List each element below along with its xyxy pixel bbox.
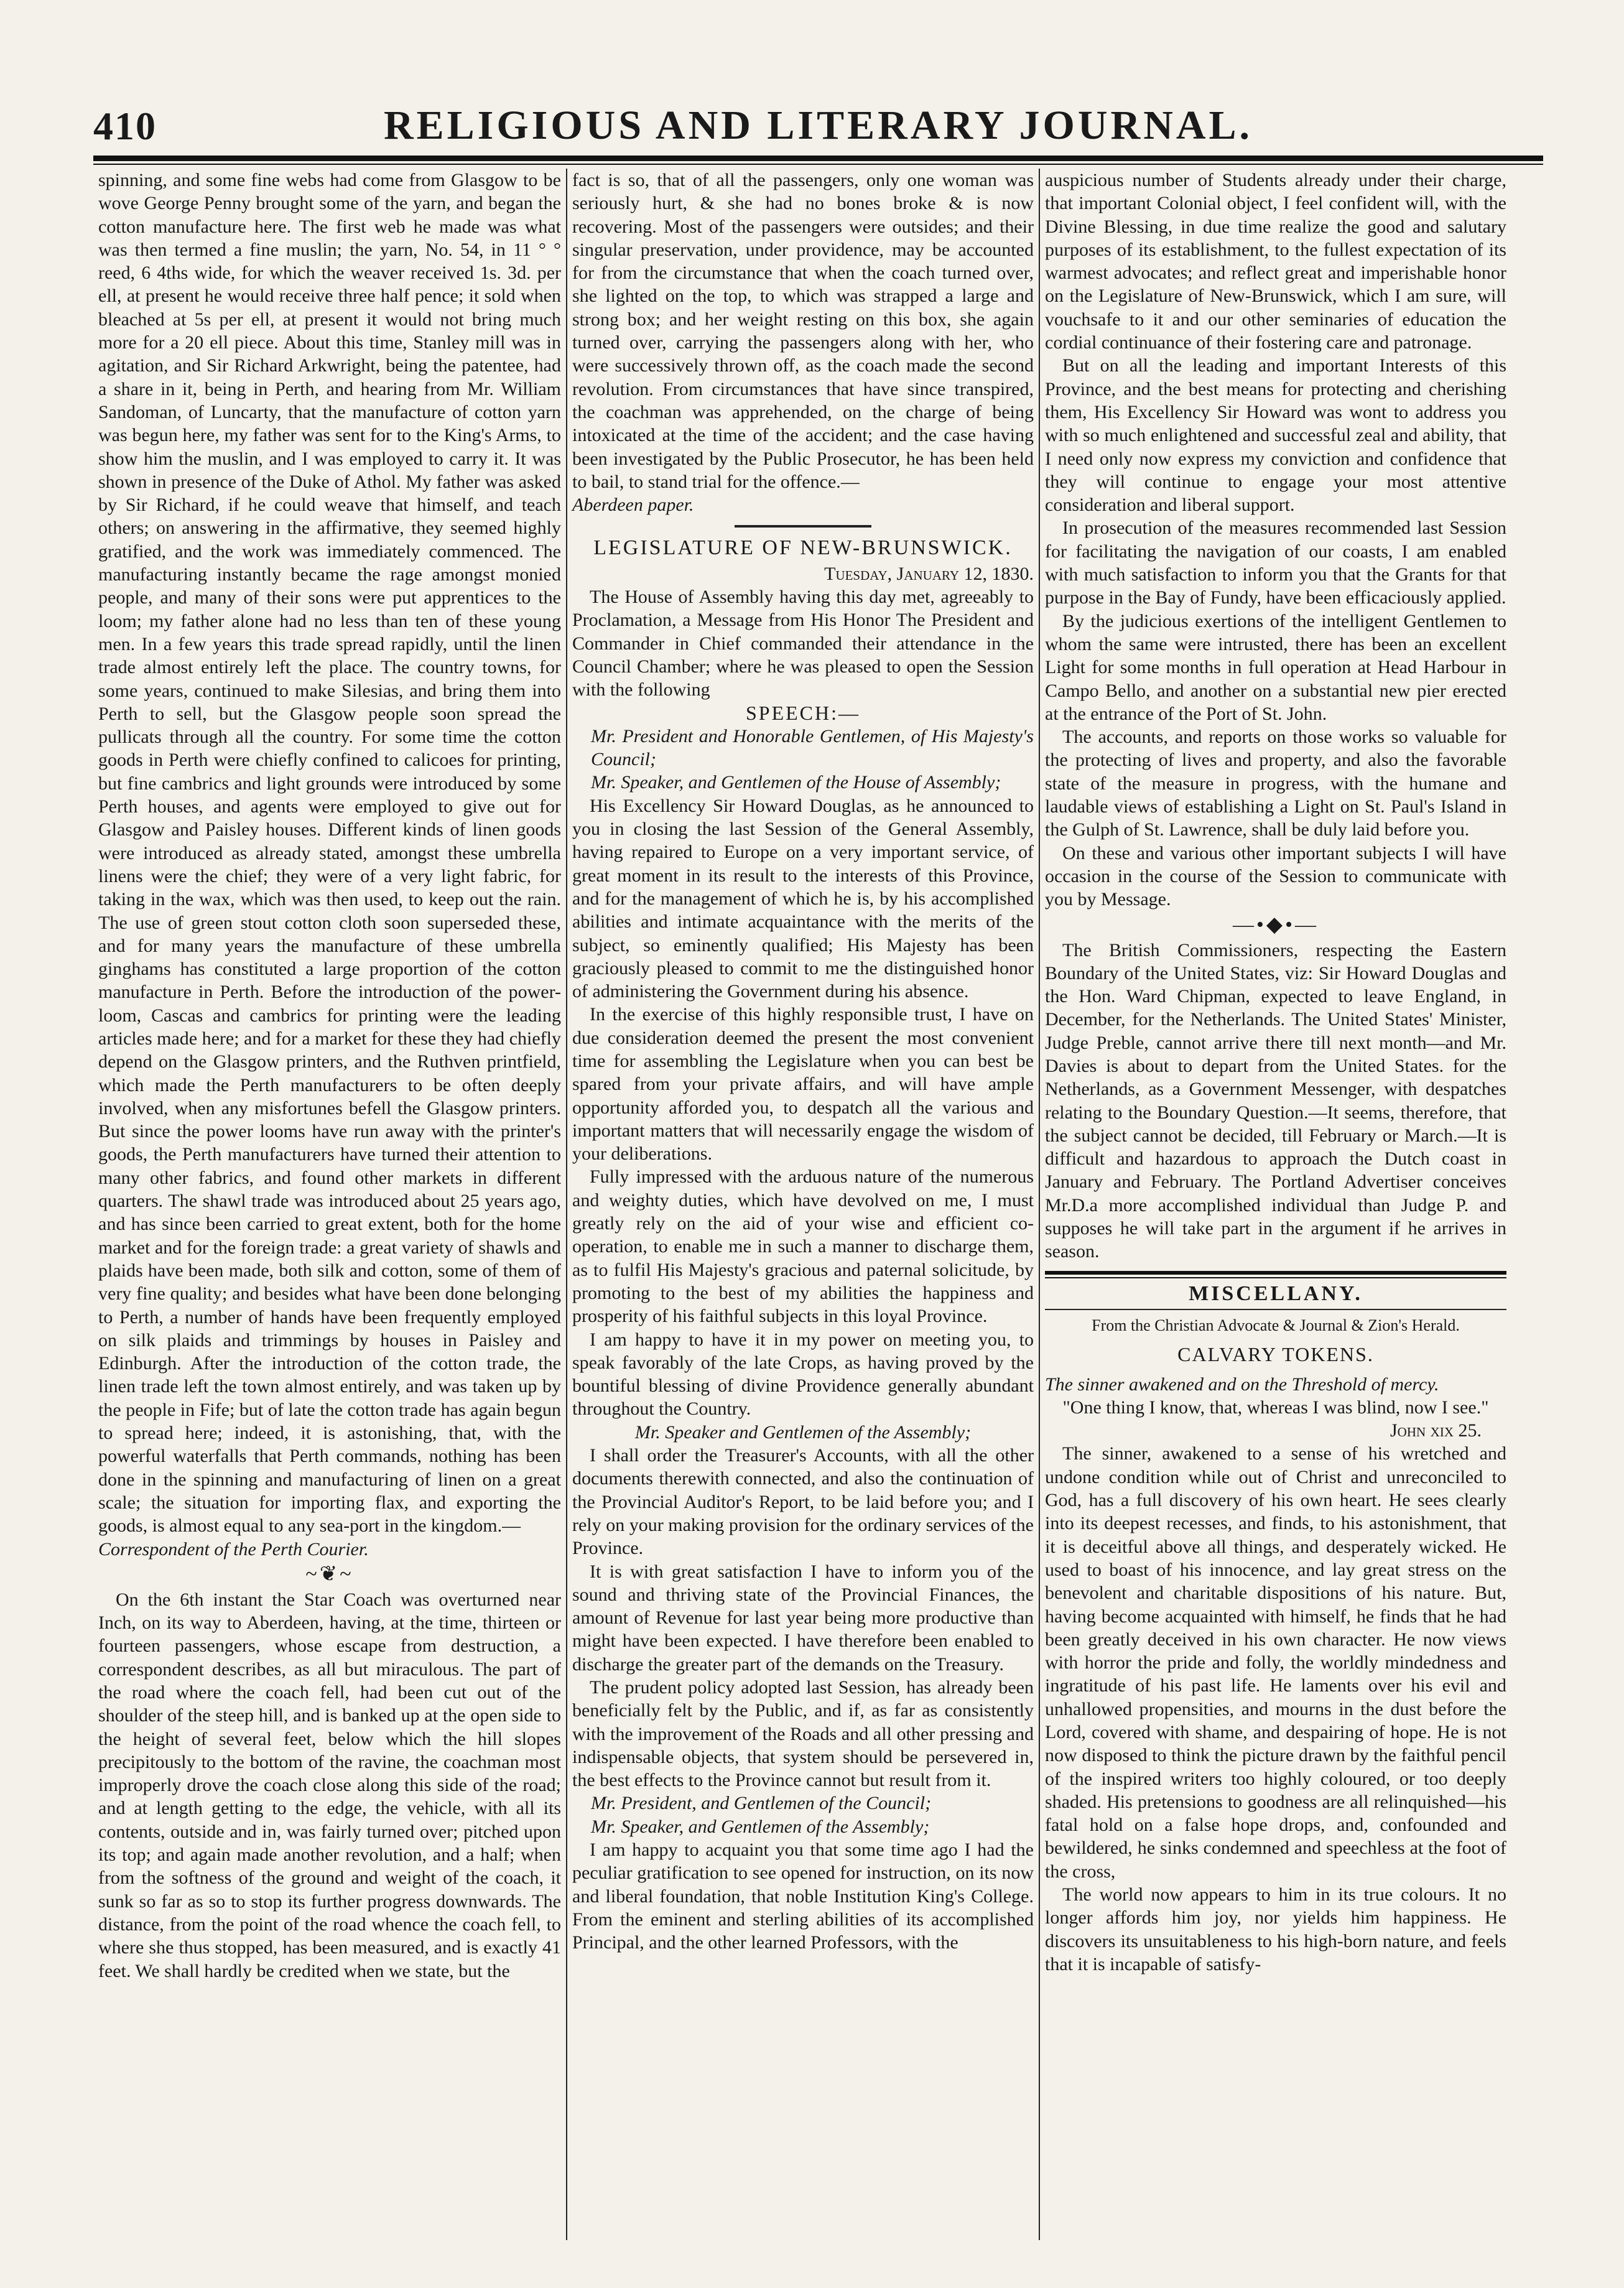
address-council: Mr. President and Honorable Gentlemen, of His Majesty's Council; xyxy=(591,725,1034,770)
sinner-paragraph-1: The sinner, awakened to a sense of his wretched and undone condition while out of Christ and unreconciled to God, has a full discovery of his own heart. He sees clearly into its deepest recesses, and finds, to his astonishment, that it is deceitful above all things, and desperately wicked. He used to boast of his innocence, and lay great stress on the benevolent and charitable dispositions of his nature. But, having become acquainted with himself, he finds that he had been greatly deceived in his own character. He now views with horror the pride and folly, the worldly mindedness and ingratitude of his past life. He laments over his evil and unhallowed propensities, and mourns in the dust before the Lord, covered with shame, and despairing of hope. He is not now disposed to think the picture drawn by the faithful pencil of the inspired writers too highly coloured, or too deeply shaded. His pretensions to goodness are all relinquished—his fatal hold on a false hope drops, and, confounded and bewildered, he sinks condemned and speechless at the foot of the cross, xyxy=(1045,1443,1506,1882)
speech-paragraph-8: I am happy to acquaint you that some time ago I had the peculiar gratification to see opened for instruction, on its now and liberal foundation, that noble Institution King's College. From the eminent and sterling abilities of its accomplished Principal, and the other learned Professors, with the xyxy=(572,1839,1034,1953)
column-3 xyxy=(1039,169,1511,2240)
column-2 xyxy=(566,169,1039,2240)
address-assembly-2: Mr. Speaker, and Gentlemen of the Assembly; xyxy=(591,1816,930,1837)
coach-continuation-paragraph: fact is so, that of all the passengers, only one woman was seriously hurt, & she had no bones broke & is now recovering. Most of the passengers were outsides; and their singular preservation, under providence, may be accounted for from the circumstance that when the coach turned over, she lighted on the top, to which was strapped a large and strong box; and her weight resting on this box, she again turned over, carrying the passengers along with her, who were successively thrown off, as the coach made the second revolution. From circumstances that have since transpired, the coachman was apprehended, on the charge of being intoxicated at the time of the accident; and the case having been investigated by the Public Prosecutor, he has been held to bail, to stand trial for the offence.— xyxy=(572,170,1034,492)
address-assembly: Mr. Speaker and Gentlemen of the Assembly; xyxy=(634,1421,972,1443)
article-columns xyxy=(93,169,1543,2240)
speech-paragraph-3: Fully impressed with the arduous nature of the numerous and weighty duties, which have devolved on me, I must greatly rely on the aid of your wise and efficient co-operation, to enable me in such a manner to discharge them, as to fulfil His Majesty's gracious and paternal solicitude, by promoting to the best of my abilities the happiness and prosperity of his faithful subjects in this loyal Province. xyxy=(572,1166,1034,1327)
speech-paragraph-6: It is with great satisfaction I have to inform you of the sound and thriving state of the Provincial Finances, the amount of Revenue for last year being more productive than might have been expected. I have therefore been enabled to discharge the greater part of the demands on the Treasury. xyxy=(572,1561,1034,1675)
address-council-2: Mr. President, and Gentlemen of the Council; xyxy=(591,1793,932,1814)
sinner-paragraph-2: The world now appears to him in its true colours. It no longer affords him joy, nor yields him happiness. He discovers its unsuitableness to his high-born nature, and feels that it is incapable of satisfy- xyxy=(1045,1884,1506,1974)
section-ornament-2: —•◆•— xyxy=(1233,913,1319,936)
section-ornament: ~❦~ xyxy=(305,1562,354,1586)
journal-title: RELIGIOUS AND LITERARY JOURNAL. xyxy=(383,103,1253,148)
speech-paragraph-1: His Excellency Sir Howard Douglas, as he announced to you in closing the last Session of the General Assembly, having repaired to Europe on a very important service, of great moment in its result to the interests of this Province, and for the management of which he is, by his accomplished abilities and intimate acquaintance with the merits of the subject, so eminently qualified; His Majesty has been graciously pleased to commit to me the distinguished honor of administering the Government during his absence. xyxy=(572,795,1034,1002)
star-coach-paragraph: On the 6th instant the Star Coach was overturned near Inch, on its way to Aberdeen, having, at the time, thirteen or fourteen passengers, whose escape from destruction, a correspondent describes, as all but miraculous. The part of the road where the coach fell, had been cut out of the shoulder of the steep hill, and is banked up at the open side to the height of several feet, below which the hill slopes precipitously to the bottom of the ravine, the coachman most improperly drove the coach close along this side of the road; and at length getting to the edge, the vehicle, with all its contents, outside and in, was fairly turned over; pitched upon its top; and again made another revolution, and a half; when from the softness of the ground and weight of the coach, it sunk so far as so to stop its further progress downwards. The distance, from the point of the road whence the coach fell, to where she thus stopped, has been measured, and is exactly 41 feet. We shall hardly be credited when we state, but the xyxy=(98,1589,561,1981)
miscellany-heading: MISCELLANY. xyxy=(1189,1281,1363,1305)
assembly-opening-paragraph: The House of Assembly having this day met, agreeably to Proclamation, a Message from His Honor The President and Commander in Chief commanded their attendance in the Council Chamber; where he was pleased to open the Session with the following xyxy=(572,587,1034,700)
legislature-dateline: Tuesday, January 12, 1830. xyxy=(824,563,1034,584)
speech-paragraph-4: I am happy to have it in my power on meeting you, to speak favorably of the late Crops, as having proved by the bountiful blessing of divine Providence generally abundant throughout the Country. xyxy=(572,1329,1034,1420)
speech-continuation-2: But on all the leading and important Interests of this Province, and the best means for protecting and cherishing them, His Excellency Sir Howard was wont to address you with so much enlightened and successful zeal and ability, that I need only now express my conviction and confidence that they will continue to engage your most attentive consideration and liberal support. xyxy=(1045,355,1506,516)
legislature-heading: LEGISLATURE OF NEW-BRUNSWICK. xyxy=(593,536,1013,560)
column-1 xyxy=(93,169,566,2240)
speech-heading: SPEECH:— xyxy=(745,701,861,724)
scripture-citation: John xix 25. xyxy=(1390,1420,1482,1441)
speech-paragraph-5: I shall order the Treasurer's Accounts, with all the other documents therewith connected, and also the continuation of the Provincial Auditor's Report, to be laid before you; and I rely on your making provision for the ordinary services of the Province. xyxy=(572,1445,1034,1559)
cotton-trade-signature: Correspondent of the Perth Courier. xyxy=(98,1538,369,1560)
speech-continuation-4: By the judicious exertions of the intelligent Gentlemen to whom the same were intrusted, there has been an excellent Light for some months in full operation at Head Harbour in Campo Bello, and another on a substantial new pier erected at the entrance of the Port of St. John. xyxy=(1045,610,1506,724)
page-number: 410 xyxy=(93,104,157,148)
section-divider xyxy=(735,525,871,528)
miscellany-rule xyxy=(1045,1271,1506,1278)
page-header xyxy=(93,93,1543,149)
calvary-tokens-heading: CALVARY TOKENS. xyxy=(1177,1343,1374,1366)
header-rule-thin xyxy=(93,164,1543,165)
speech-continuation-5: The accounts, and reports on those works so valuable for the protecting of lives and property, and also the favorable state of the measure in progress, with the humane and laudable views of establishing a Light on St. Paul's Island in the Gulph of St. Lawrence, shall be duly laid before you. xyxy=(1045,727,1506,840)
header-rule-thick xyxy=(93,156,1543,161)
sinner-awakened-title: The sinner awakened and on the Threshold of mercy. xyxy=(1045,1374,1439,1395)
miscellany-source: From the Christian Advocate & Journal & Zion's Herald. xyxy=(1092,1316,1460,1334)
miscellany-thin-rule xyxy=(1045,1309,1506,1310)
boundary-commission-paragraph: The British Commissioners, respecting the Eastern Boundary of the United States, viz: Sir Howard Douglas and the Hon. Ward Chipman, expected to leave England, in December, for the Netherlands. The United States' Minister, Judge Preble, cannot arrive there till next month—and Mr. Davies is about to depart from the United States. for the Netherlands, as a Government Messenger, with despatches relating to the Boundary Question.—It seems, therefore, that the subject cannot be decided, till February or March.—It is difficult and hazardous to approach the Dutch coast in January and February. The Portland Advertiser conceives Mr.D.a more accomplished individual than Judge P. and supposes he will take part in the argument if he arrives in season. xyxy=(1045,939,1506,1262)
speech-paragraph-2: In the exercise of this highly responsible trust, I have on due consideration deemed the present the most convenient time for assembling the Legislature when you can best be spared from your private affairs, and will have ample opportunity afforded you, to despatch all the various and important matters that will necessarily engage the wisdom of your deliberations. xyxy=(572,1004,1034,1165)
speech-continuation-1: auspicious number of Students already under their charge, that important Colonial object, I feel confident will, with the Divine Blessing, in due time realize the good and salutary purposes of its establishment, to the fullest expectation of its warmest advocates; and reflect great and imperishable honor on the Legislature of New-Brunswick, which I am sure, will vouchsafe to it and our other seminaries of education the cordial continuance of their fostering care and patronage. xyxy=(1045,170,1506,353)
speech-paragraph-7: The prudent policy adopted last Session, has already been beneficially felt by the Public, and if, as far as consistently with the improvement of the Roads and all other pressing and indispensable objects, that system should be persevered in, the best effects to the Province cannot but result from it. xyxy=(572,1677,1034,1791)
address-house: Mr. Speaker, and Gentlemen of the House of Assembly; xyxy=(591,772,1001,793)
speech-continuation-6: On these and various other important subjects I will have occasion in the course of the Session to communicate with you by Message. xyxy=(1045,842,1506,910)
speech-continuation-3: In prosecution of the measures recommended last Session for facilitating the navigation of our coasts, I am enabled with much satisfaction to inform you that the Grants for that purpose in the Bay of Fundy, have been efficaciously applied. xyxy=(1045,518,1506,608)
scripture-quote: "One thing I know, that, whereas I was blind, now I see." xyxy=(1062,1397,1489,1418)
cotton-trade-paragraph: spinning, and some fine webs had come from Glasgow to be wove George Penny brought some of the yarn, and began the cotton manufacture here. The first web he made was what was then termed a fine muslin; the yarn, No. 54, in 11 ° ° reed, 6 4ths wide, for which the weaver received 1s. 3d. per ell, at present he would receive three half pence; it sold when bleached at 5s per ell, at present it would not bring much more for a 20 ell piece. About this time, Stanley mill was in agitation, and Sir Richard Arkwright, being the patentee, had a share in it, being in Perth, and hearing from Mr. William Sandoman, of Luncarty, that the manufacture of cotton yarn was begun here, my father was sent for to the King's Arms, to show him the muslin, and I was employed to carry it. It was shown in presence of the Duke of Athol. My father was asked by Sir Richard, if he could weave that himself, and teach others; on answering in the affirmative, they seemed highly gratified, and the work was immediately commenced. The manufacturing instantly became the rage amongst monied people, and many of their sons were put apprentices to the loom; my father alone had no less than ten of these young men. In a few years this trade spread rapidly, until the linen trade almost entirely left the place. The country towns, for some years, continued to make Silesias, and bring them into Perth to sell, but the Glasgow people soon spread the pullicats through all the country. For some time the cotton goods in Perth were chiefly confined to calicoes for printing, but fine cambrics and light grounds were introduced by some Perth houses, and agents were employed to give out for Glasgow and Paisley houses. Different kinds of linen goods were introduced as already stated, amongst these umbrella linens were the chief; they were of a very light fabric, for taking in the wax, which was then used, to keep out the rain. The use of green stout cotton cloth soon superseded these, and for many years the manufacture of these umbrella ginghams has constituted a large proportion of the cotton manufacture in Perth. Before the introduction of the power-loom, Cascas and cambrics for printing were the leading articles made here; and for a market for these they had chiefly depend on the Glasgow printers, and the Ruthven printfield, which made the Perth manufacturers to be often deeply involved, when any misfortunes befell the Glasgow printers. But since the power looms have run away with the printer's goods, the Perth manufacturers have turned their attention to many other fabrics, and found other markets in different quarters. The shawl trade was introduced about 25 years ago, and has since been carried to great extent, both for the home market and for the foreign trade: a great variety of shawls and plaids have been made, both silk and cotton, some of them of very fine quality; and besides what have been done belonging to Perth, a number of hands have been frequently employed on silk plaids and trimmings by houses in Paisley and Edinburgh. After the introduction of the cotton trade, the linen trade left the town almost entirely, and was taken up by the people in Fife; but of late the cotton trade has again begun to spread here; indeed, it is astonishing, that, with the powerful waterfalls that Perth commands, nothing has been done in the spinning and manufacturing of linen on a great scale; the situation for importing flax, and exporting the goods, is almost equal to any sea-port in the kingdom.— xyxy=(98,170,561,1537)
coach-source-signature: Aberdeen paper. xyxy=(572,495,694,516)
